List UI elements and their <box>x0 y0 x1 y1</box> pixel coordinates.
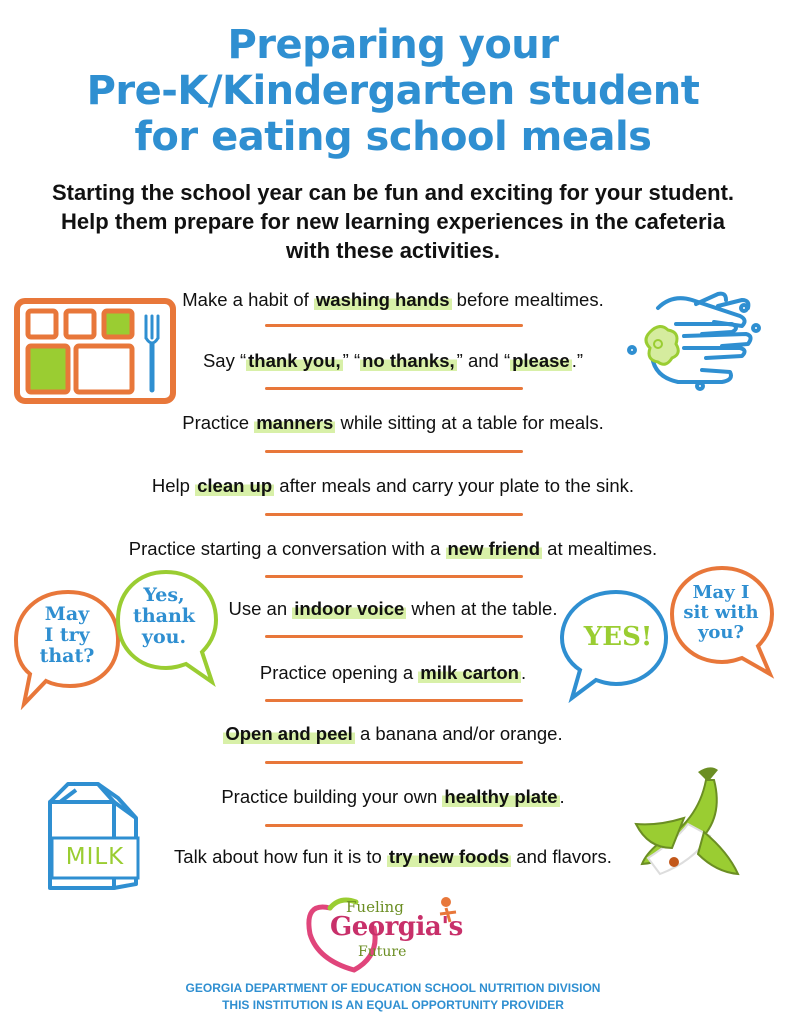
lunch-tray-icon <box>14 298 176 404</box>
bubble-line: that? <box>39 645 95 667</box>
bubble-may-i-try-text <box>20 604 114 667</box>
tip-highlight: new friend <box>447 538 541 559</box>
logo-fueling: Fueling <box>346 898 404 916</box>
tip-text: Use an <box>228 598 293 619</box>
tip-new-friend <box>0 537 786 561</box>
tip-text: before mealtimes. <box>451 289 604 310</box>
footer-line-1: GEORGIA DEPARTMENT OF EDUCATION SCHOOL NUTRITION DIVISION <box>185 981 601 995</box>
tip-text: ” and “ <box>456 350 511 371</box>
tip-highlight: milk carton <box>420 662 519 683</box>
tip-text: Practice starting a conversation with a <box>128 538 446 559</box>
bubble-line: I try <box>44 624 90 646</box>
tip-text: a banana and/or orange. <box>354 723 563 744</box>
tip-highlight: clean up <box>197 475 273 496</box>
milk-carton-icon <box>40 780 144 892</box>
title-line-3: for eating school meals <box>134 114 652 160</box>
logo-georgias: Georgia's <box>330 912 463 942</box>
tip-text: . <box>559 786 565 807</box>
logo-future: Future <box>358 944 407 960</box>
tip-text: at mealtimes. <box>542 538 658 559</box>
bubble-line: sit with <box>683 602 759 623</box>
tip-text: Make a habit of <box>182 289 314 310</box>
tip-highlight: manners <box>256 412 334 433</box>
tip-text: Practice opening a <box>259 662 419 683</box>
footer <box>0 980 786 1014</box>
tip-manners <box>0 411 786 435</box>
tip-highlight: indoor voice <box>294 598 405 619</box>
tip-highlight: Open and peel <box>225 723 353 744</box>
tip-highlight: washing hands <box>315 289 450 310</box>
title-line-1: Preparing your <box>227 22 559 68</box>
page-title <box>0 22 786 160</box>
divider <box>265 450 523 453</box>
tip-text: and flavors. <box>511 846 612 867</box>
tip-text: while sitting at a table for meals. <box>335 412 604 433</box>
bubble-yes-text: YES! <box>583 622 653 652</box>
divider <box>265 513 523 516</box>
tip-text: Say “ <box>202 350 247 371</box>
tip-text: . <box>520 662 527 683</box>
intro-text <box>20 178 766 265</box>
bubble-line: Yes, <box>143 584 185 606</box>
footer-line-2: THIS INSTITUTION IS AN EQUAL OPPORTUNITY PROVIDER <box>222 998 564 1012</box>
tip-text: ” “ <box>342 350 361 371</box>
tip-highlight: try new foods <box>388 846 510 867</box>
tip-text: when at the table. <box>406 598 558 619</box>
tip-text: .” <box>571 350 584 371</box>
divider <box>265 324 523 327</box>
tip-highlight: healthy plate <box>444 786 558 807</box>
bubble-may-i-sit-text <box>672 583 770 643</box>
tip-text: after meals and carry your plate to the sink. <box>274 475 635 496</box>
intro-line-2: Help them prepare for new learning experiences in the cafeteria <box>61 209 725 234</box>
tip-text: Help <box>151 475 196 496</box>
tip-open-peel <box>0 722 786 746</box>
tip-text: Talk about how fun it is to <box>174 846 387 867</box>
bubble-line: May <box>44 603 90 625</box>
divider <box>265 387 523 390</box>
bubble-line: you. <box>141 626 187 648</box>
banana-icon <box>628 762 768 888</box>
divider <box>265 575 523 578</box>
divider <box>265 635 523 638</box>
title-line-2: Pre-K/Kindergarten student <box>86 68 700 114</box>
intro-line-1: Starting the school year can be fun and exciting for your student. <box>51 180 735 205</box>
tip-clean-up <box>0 474 786 498</box>
tip-text: Practice <box>182 412 255 433</box>
divider <box>265 699 523 702</box>
bubble-line: May I <box>692 582 750 603</box>
milk-label: MILK <box>65 844 125 870</box>
bubble-yes-thank-you-text <box>118 585 210 648</box>
intro-line-3: with these activities. <box>286 238 500 263</box>
divider <box>265 761 523 764</box>
divider <box>265 824 523 827</box>
tip-highlight: please <box>512 350 570 371</box>
tip-text: Practice building your own <box>221 786 443 807</box>
washing-hands-icon <box>622 288 772 398</box>
tip-highlight: thank you, <box>248 350 341 371</box>
bubble-line: you? <box>697 622 745 643</box>
bubble-line: thank <box>133 605 195 627</box>
tip-highlight: no thanks, <box>362 350 455 371</box>
